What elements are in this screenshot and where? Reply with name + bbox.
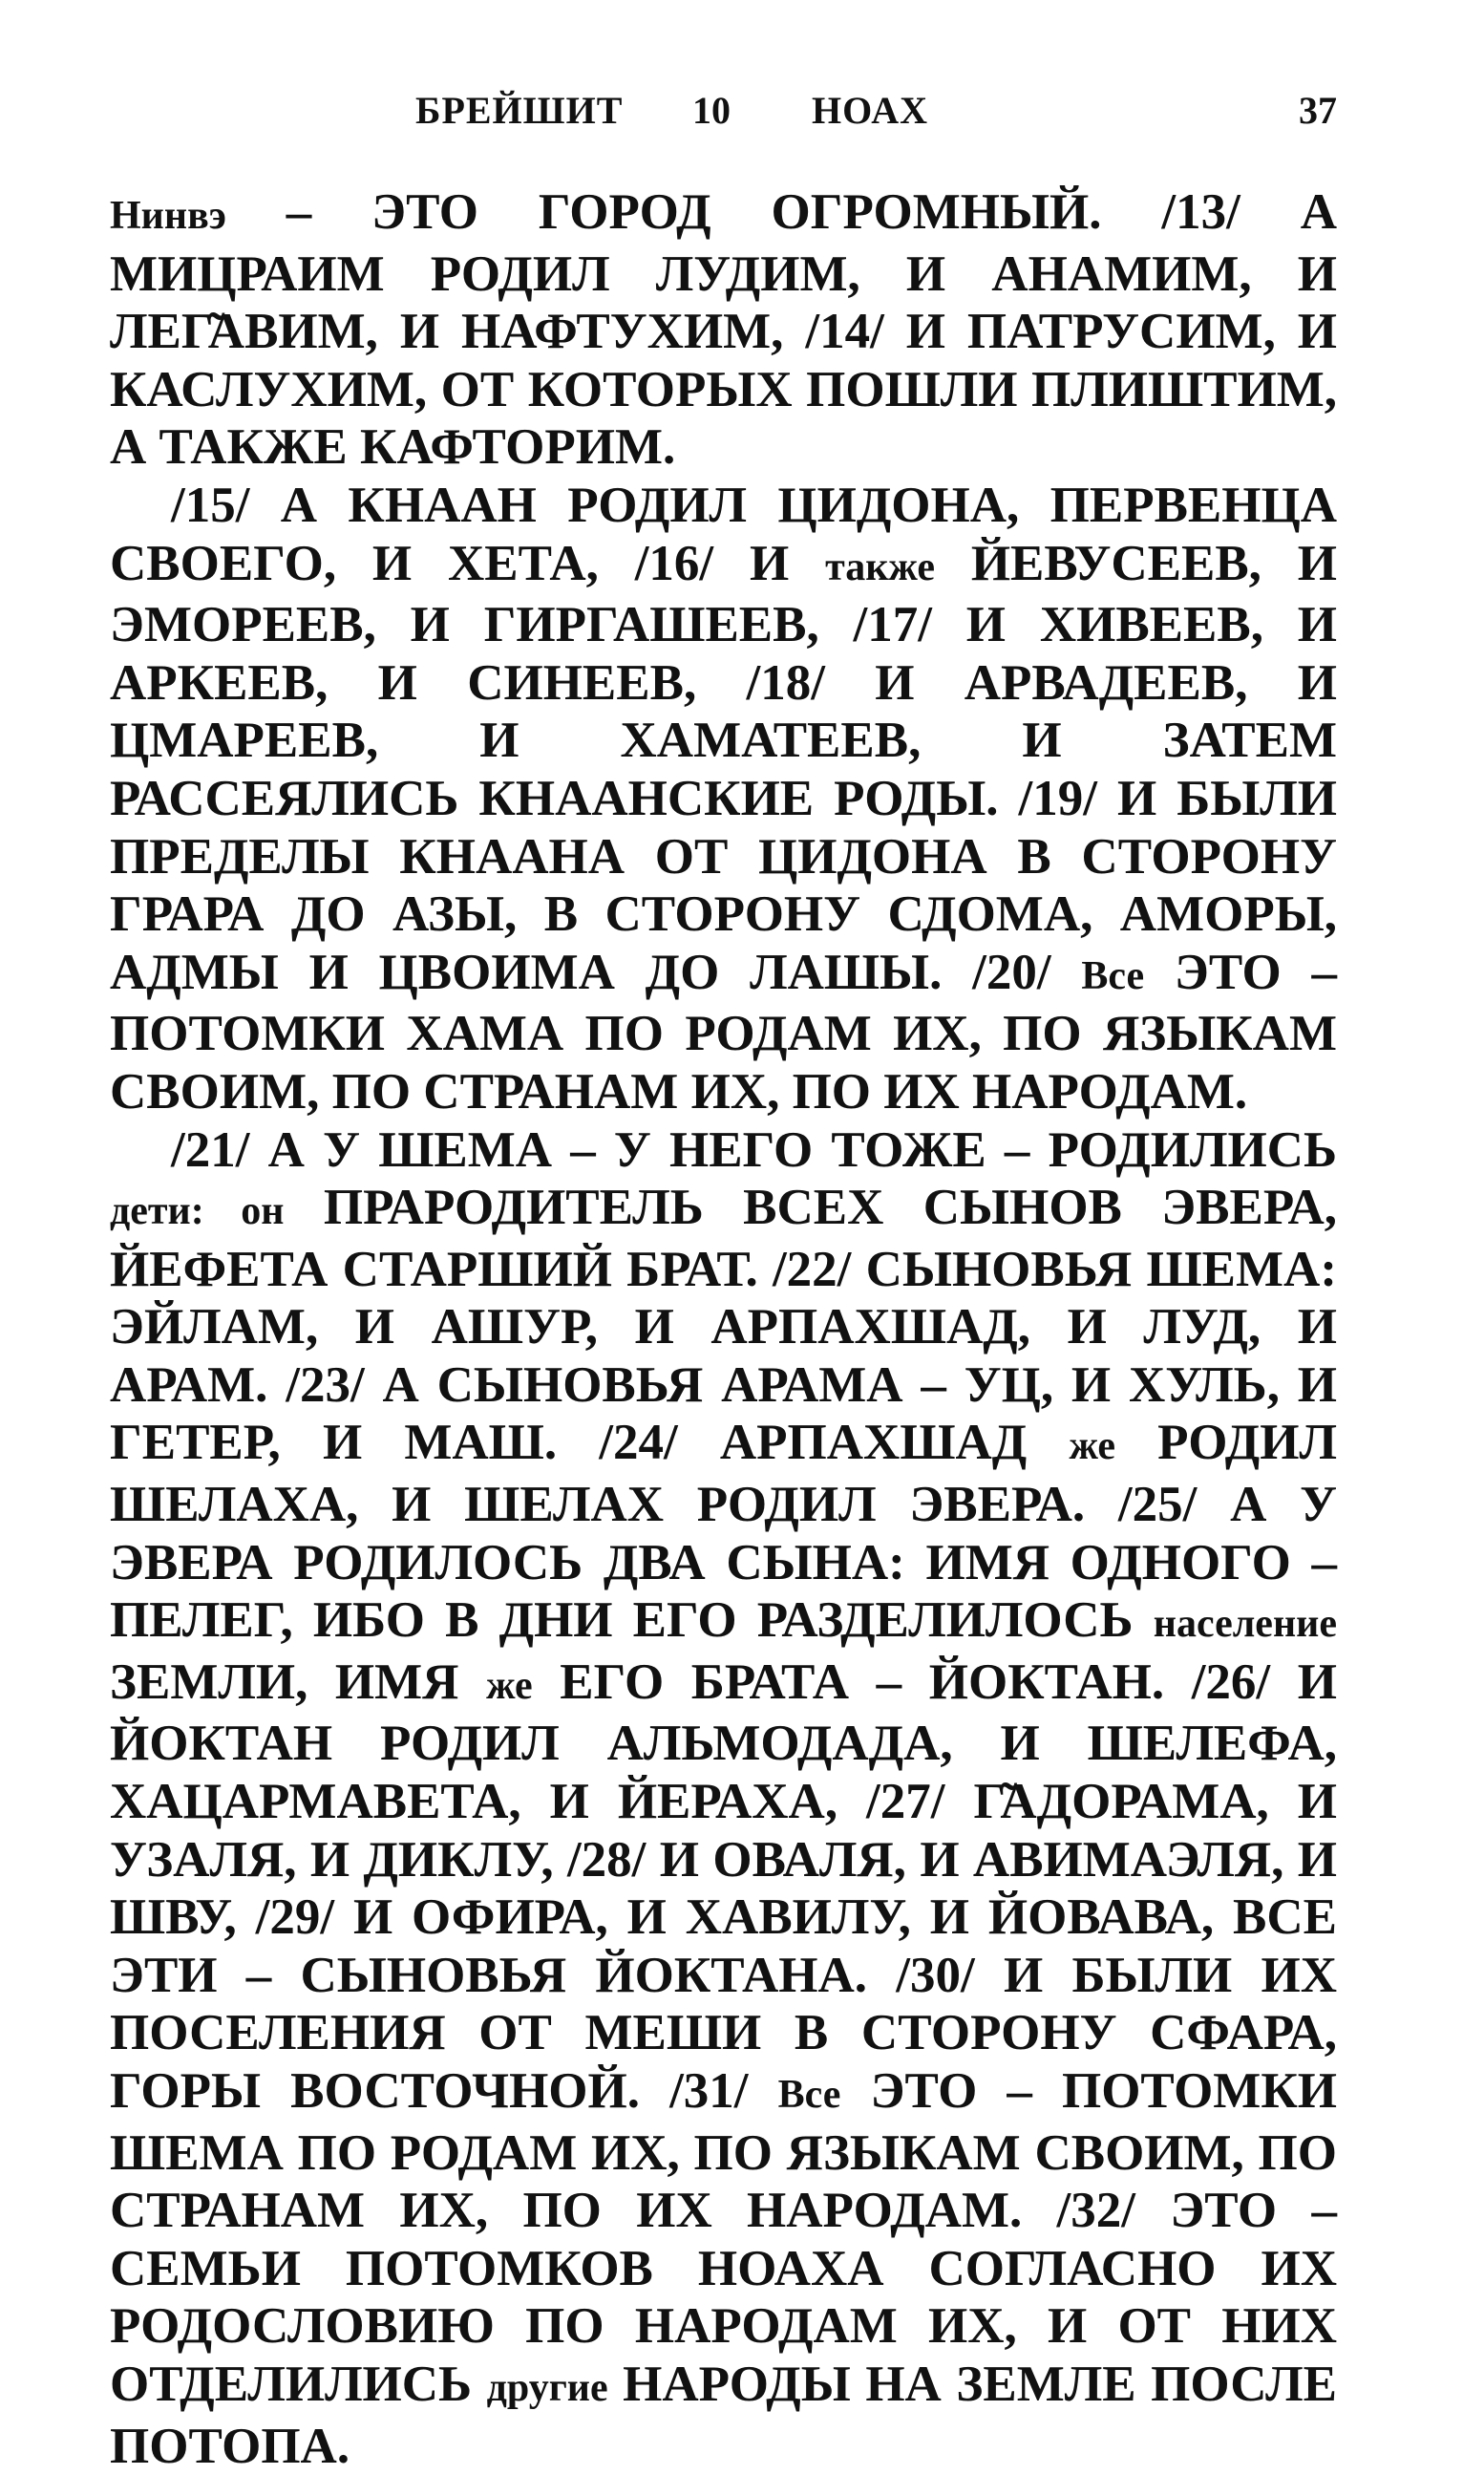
running-header <box>110 88 1337 145</box>
text-segment: ЙЕВУСЕЕВ, И ЭМОРЕЕВ, И ГИРГАШЕЕВ, /17/ И ХИВЕЕВ, И АРКЕЕВ, И СИНЕЕВ, /18/ И АРВАДЕЕВ, И ЦМАРЕЕВ, И ХАМАТЕЕВ, И ЗАТЕМ РАССЕЯЛИСЬ КНААНСКИЕ РОДЫ. /19/ И БЫЛИ ПРЕДЕЛЫ КНААНА ОТ ЦИДОНА В СТОРОНУ ГРАРА ДО АЗЫ, В СТОРОНУ СДОМА, АМОРЫ, АДМЫ И ЦВОИМА ДО ЛАШЫ. /20/ <box>110 536 1337 1000</box>
header-chapter-number: 10 <box>692 88 731 133</box>
text-segment: ПРАРОДИТЕЛЬ ВСЕХ СЫНОВ ЭВЕРА, ЙЕФЕТА СТАРШИЙ БРАТ. /22/ СЫНОВЬЯ ШЕМА: ЭЙЛАМ, И АШУР, И АРПАХШАД, И ЛУД, И АРАМ. /23/ А СЫНОВЬЯ АРАМА – УЦ, И ХУЛЬ, И ГЕТЕР, И МАШ. /24/ АРПАХШАД <box>110 1180 1337 1470</box>
text-segment-lowercase: население <box>1154 1602 1337 1646</box>
text-segment-lowercase: другие <box>487 2366 608 2410</box>
header-book-title: БРЕЙШИТ <box>415 88 623 133</box>
text-segment: ЭТО – ПОТОМКИ ХАМА ПО РОДАМ ИХ, ПО ЯЗЫКАМ СВОИМ, ПО СТРАНАМ ИХ, ПО ИХ НАРОДАМ. <box>110 945 1337 1120</box>
text-segment-lowercase: Все <box>1081 954 1144 998</box>
paragraph <box>110 183 1337 477</box>
text-segment-lowercase: же <box>1069 1424 1115 1468</box>
text-segment: НАРОДЫ НА ЗЕМЛЕ ПОСЛЕ ПОТОПА. <box>110 2357 1337 2474</box>
text-segment-lowercase: Нинвэ <box>110 194 226 238</box>
text-segment: /21/ А У ШЕМА – У НЕГО ТОЖЕ – РОДИЛИСЬ <box>171 1122 1337 1178</box>
text-segment-lowercase: дети: он <box>110 1189 285 1233</box>
text-segment-lowercase: же <box>486 1664 533 1708</box>
text-segment: РОДИЛ ШЕЛАХА, И ШЕЛАХ РОДИЛ ЭВЕРА. /25/ А У ЭВЕРА РОДИЛОСЬ ДВА СЫНА: ИМЯ ОДНОГО – ПЕЛЕГ, ИБО В ДНИ ЕГО РАЗДЕЛИЛОСЬ <box>110 1415 1337 1648</box>
text-segment: – ЭТО ГОРОД ОГРОМНЫЙ. /13/ А МИЦРАИМ РОДИЛ ЛУДИМ, И АНАМИМ, И ЛЕГ̃АВИМ, И НАФТУХИМ, /14/ И ПАТРУСИМ, И КАСЛУХИМ, ОТ КОТОРЫХ ПОШЛИ ПЛИШТИМ, А ТАКЖЕ КАФТОРИМ. <box>110 184 1337 475</box>
text-segment-lowercase: также <box>825 545 935 589</box>
text-segment-lowercase: Все <box>778 2073 841 2117</box>
text-segment: ЕГО БРАТА – ЙОКТАН. /26/ И ЙОКТАН РОДИЛ АЛЬМОДАДА, И ШЕЛЕФА, ХАЦАРМАВЕТА, И ЙЕРАХА, /27/ Г̃АДОРАМА, И УЗАЛЯ, И ДИКЛУ, /28/ И ОВАЛЯ, И АВИМАЭЛЯ, И ШВУ, /29/ И ОФИРА, И ХАВИЛУ, И ЙОВАВА, ВСЕ ЭТИ – СЫНОВЬЯ ЙОКТАНА. /30/ И БЫЛИ ИХ ПОСЕЛЕНИЯ ОТ МЕШИ В СТОРОНУ СФАРА, ГОРЫ ВОСТОЧНОЙ. /31/ <box>110 1654 1337 2119</box>
paragraph <box>110 477 1337 1121</box>
header-portion-name: НОАХ <box>812 88 928 133</box>
text-segment: /15/ А КНААН РОДИЛ ЦИДОНА, ПЕРВЕНЦА СВОЕГО, И ХЕТА, /16/ И <box>110 478 1337 591</box>
text-segment: ЭТО – ПОТОМКИ ШЕМА ПО РОДАМ ИХ, ПО ЯЗЫКАМ СВОИМ, ПО СТРАНАМ ИХ, ПО ИХ НАРОДАМ. /32/ ЭТО – СЕМЬИ ПОТОМКОВ НОАХА СОГЛАСНО ИХ РОДОСЛОВИЮ ПО НАРОДАМ ИХ, И ОТ НИХ ОТДЕЛИЛИСЬ <box>110 2063 1337 2412</box>
paragraph <box>110 1121 1337 2475</box>
body-text <box>110 183 1337 2475</box>
page-number: 37 <box>1299 88 1337 133</box>
text-segment: ЗЕМЛИ, ИМЯ <box>110 1654 486 1710</box>
